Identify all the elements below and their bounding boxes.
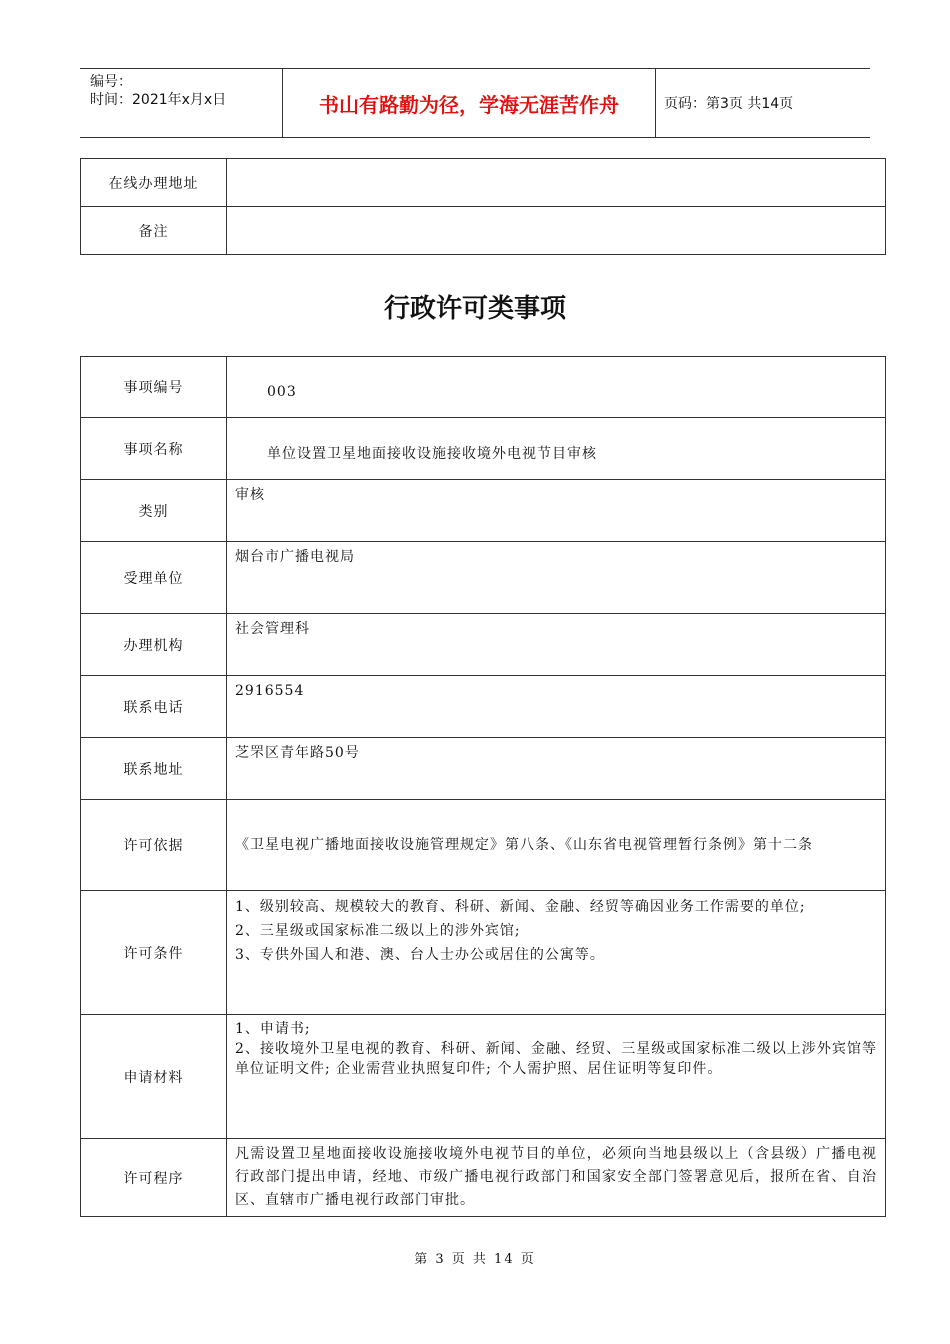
header-page-info: 页码：第3页 共14页: [664, 96, 794, 112]
page-header: [80, 68, 870, 138]
table-row: [81, 1015, 886, 1139]
address-label: 联系地址: [81, 738, 227, 800]
table-row: [81, 480, 886, 542]
materials-label: 申请材料: [81, 1015, 227, 1139]
table-row: [81, 738, 886, 800]
item-name-value: 单位设置卫星地面接收设施接收境外电视节目审核: [227, 418, 886, 480]
table-row: [81, 159, 886, 207]
remarks-value: [227, 207, 886, 255]
phone-value: 2916554: [227, 676, 886, 738]
remarks-label: 备注: [81, 207, 227, 255]
accept-unit-value: 烟台市广播电视局: [227, 542, 886, 614]
header-motto: 书山有路勤为径，学海无涯苦作舟: [282, 69, 656, 137]
office-value: 社会管理科: [227, 614, 886, 676]
material-line: 2、接收境外卫星电视的教育、科研、新闻、金融、经贸、三星级或国家标准二级以上涉外宾馆等单位证明文件; 企业需营业执照复印件; 个人需护照、居住证明等复印件。: [235, 1041, 877, 1077]
document-number-label: 编号：: [90, 74, 132, 90]
item-name-label: 事项名称: [81, 418, 227, 480]
table-row: [81, 1139, 886, 1217]
category-label: 类别: [81, 480, 227, 542]
table-row: [81, 418, 886, 480]
materials-value: [227, 1015, 886, 1139]
table-row: [81, 676, 886, 738]
table-row: [81, 357, 886, 418]
document-time: 时间：2021年x月x日: [90, 92, 227, 108]
condition-line: 3、专供外国人和港、澳、台人士办公或居住的公寓等。: [235, 947, 605, 963]
table-row: [81, 542, 886, 614]
address-value: 芝罘区青年路50号: [227, 738, 886, 800]
procedure-value: 凡需设置卫星地面接收设施接收境外电视节目的单位，必须向当地县级以上（含县级）广播电视行政部门提出申请，经地、市级广播电视行政部门和国家安全部门签署意见后，报所在省、自治区、直辖市广播电视行政部门审批。: [227, 1139, 886, 1217]
phone-label: 联系电话: [81, 676, 227, 738]
table-row: [81, 800, 886, 891]
section-title: 行政许可类事项: [383, 294, 566, 324]
table-row: [81, 207, 886, 255]
table-row: [81, 891, 886, 1015]
header-meta: [80, 69, 280, 137]
basis-label: 许可依据: [81, 800, 227, 891]
conditions-label: 许可条件: [81, 891, 227, 1015]
accept-unit-label: 受理单位: [81, 542, 227, 614]
online-address-label: 在线办理地址: [81, 159, 227, 207]
conditions-value: [227, 891, 886, 1015]
procedure-label: 许可程序: [81, 1139, 227, 1217]
condition-line: 1、级别较高、规模较大的教育、科研、新闻、金融、经贸等确因业务工作需要的单位;: [235, 899, 806, 915]
condition-line: 2、三星级或国家标准二级以上的涉外宾馆;: [235, 923, 521, 939]
page-footer: 第 3 页 共 14 页: [414, 1252, 536, 1267]
online-info-table: [80, 158, 886, 255]
office-label: 办理机构: [81, 614, 227, 676]
item-code-value: 003: [227, 357, 886, 418]
item-code-label: 事项编号: [81, 357, 227, 418]
permit-item-table: [80, 356, 886, 1217]
online-address-value: [227, 159, 886, 207]
table-row: [81, 614, 886, 676]
basis-value: 《卫星电视广播地面接收设施管理规定》第八条、《山东省电视管理暂行条例》第十二条: [227, 800, 886, 891]
category-value: 审核: [227, 480, 886, 542]
material-line: 1、申请书;: [235, 1021, 311, 1037]
